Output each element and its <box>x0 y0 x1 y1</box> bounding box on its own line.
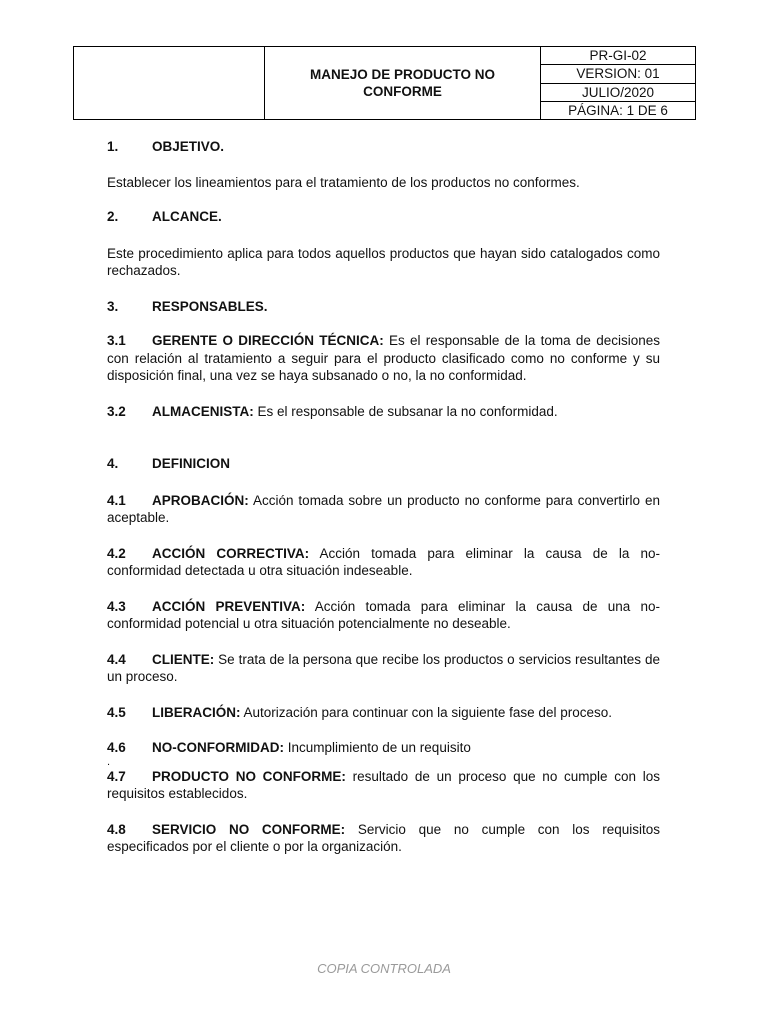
definition-4-5: 4.5 LIBERACIÓN: Autorización para continuar con la siguiente fase del proceso. <box>107 704 612 720</box>
header-table <box>73 46 696 120</box>
logo-cell <box>74 47 265 119</box>
section-heading-1: 1. OBJETIVO. <box>107 139 225 154</box>
definition-4-7: 4.7 PRODUCTO NO CONFORME: resultado de un proceso que no cumple con los requisitos establecidos. <box>107 768 660 801</box>
stray-period: . <box>107 755 111 768</box>
header-meta <box>541 47 695 119</box>
definition-4-6: 4.6 NO-CONFORMIDAD: Incumplimiento de un requisito <box>107 740 471 755</box>
document-body <box>107 138 660 856</box>
section-heading-4: 4. DEFINICION <box>107 456 231 471</box>
controlled-copy-footer: COPIA CONTROLADA <box>317 961 451 976</box>
document-version: VERSION: 01 <box>541 65 695 83</box>
objective-text: Establecer los lineamientos para el tratamiento de los productos no conformes. <box>107 174 580 190</box>
definition-4-3: 4.3 ACCIÓN PREVENTIVA: Acción tomada para eliminar la causa de una no-conformidad potencial u otra situación potencialmente no deseable. <box>107 598 660 631</box>
document-title: MANEJO DE PRODUCTO NO CONFORME <box>265 47 541 119</box>
definition-4-4: 4.4 CLIENTE: Se trata de la persona que recibe los productos o servicios resultantes de un proceso. <box>107 651 660 684</box>
page-number: PÁGINA: 1 DE 6 <box>568 102 668 118</box>
section-heading-3: 3. RESPONSABLES. <box>107 298 268 314</box>
definition-4-1: 4.1 APROBACIÓN: Acción tomada sobre un producto no conforme para convertirlo en aceptable. <box>107 492 660 525</box>
section-heading-2: 2. ALCANCE. <box>107 209 222 224</box>
definition-4-2: 4.2 ACCIÓN CORRECTIVA: Acción tomada para eliminar la causa de la no-conformidad detectada u otra situación indeseable. <box>107 545 660 578</box>
definition-4-8: 4.8 SERVICIO NO CONFORME: Servicio que no cumple con los requisitos especificados por el cliente o por la organización. <box>107 821 661 854</box>
definition-3-1: 3.1 GERENTE O DIRECCIÓN TÉCNICA: Es el responsable de la toma de decisiones con relación al tratamiento a seguir para el producto clasificado como no conforme y su disposición final, una vez se haya subsanado o no, la no conformidad. <box>107 333 660 383</box>
scope-text: Este procedimiento aplica para todos aquellos productos que hayan sido catalogados como rechazados. <box>107 245 660 278</box>
document-code: PR-GI-02 <box>541 47 695 65</box>
document-date: JULIO/2020 <box>541 84 695 102</box>
definition-3-2: 3.2 ALMACENISTA: Es el responsable de subsanar la no conformidad. <box>107 403 558 419</box>
